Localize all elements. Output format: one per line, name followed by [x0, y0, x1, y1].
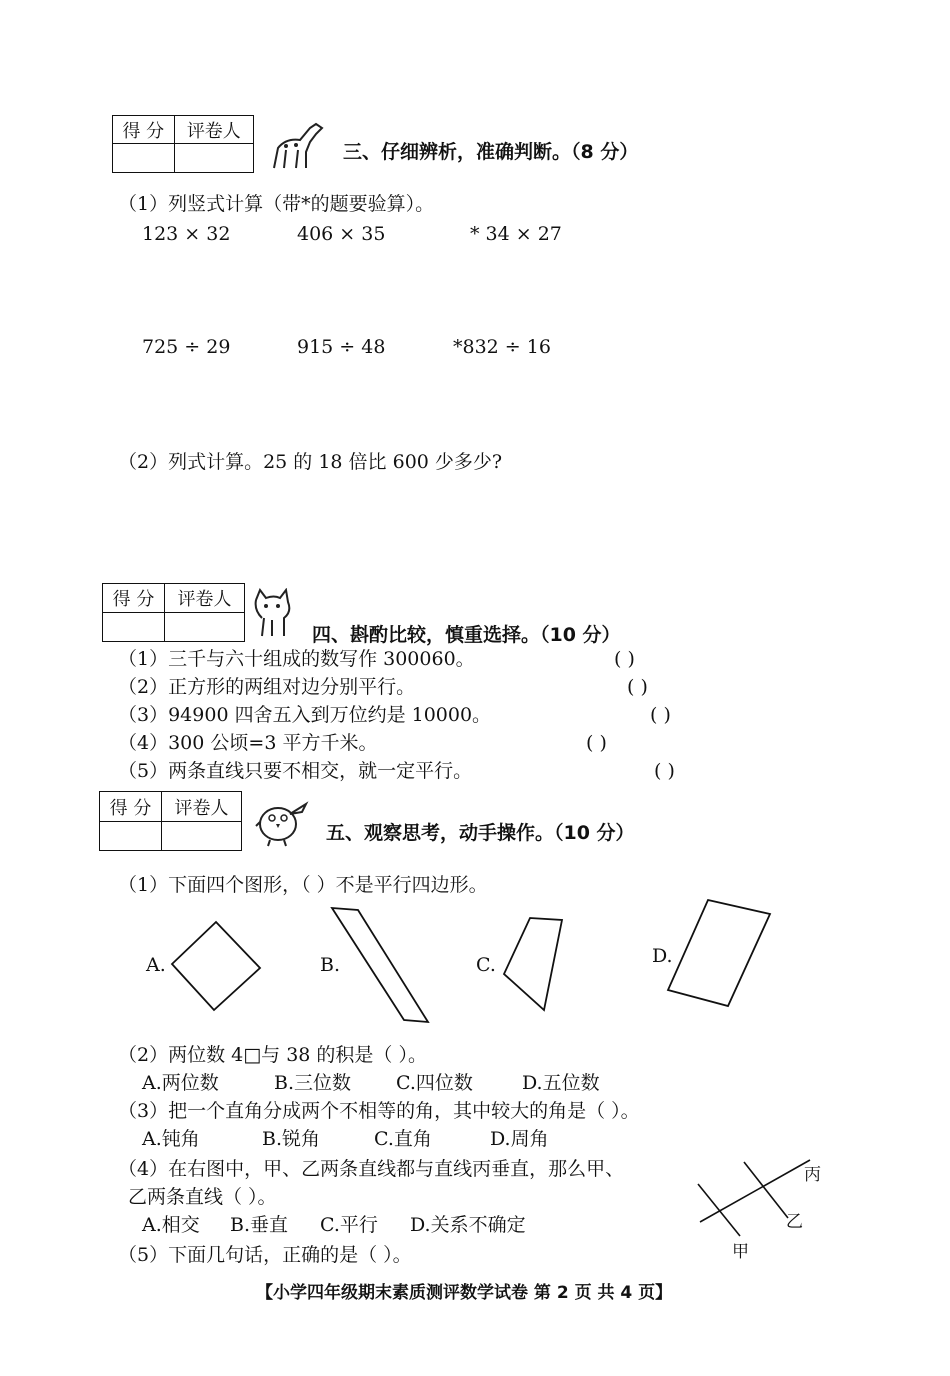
score-cell[interactable] [103, 613, 165, 642]
score-cell[interactable] [113, 144, 175, 173]
s4-bracket-5[interactable]: ( ) [654, 760, 675, 782]
shape-label-d: D. [652, 945, 673, 967]
shape-label-b: B. [320, 954, 341, 976]
s4-item-4: （4）300 公顷=3 平方千米。 [118, 732, 378, 754]
score-table-s5 [99, 791, 242, 851]
s4-item-5: （5）两条直线只要不相交，就一定平行。 [118, 760, 473, 782]
shape-label-c: C. [476, 954, 496, 976]
calc-4: 725 ÷ 29 [142, 336, 231, 358]
s4-item-2: （2）正方形的两组对边分别平行。 [118, 676, 416, 698]
calc-3: * 34 × 27 [470, 223, 562, 245]
q2-option-b[interactable]: B.三位数 [274, 1072, 352, 1094]
s5-q4-line1: （4）在右图中，甲、乙两条直线都与直线丙垂直，那么甲、 [118, 1158, 625, 1180]
section4-title: 四、斟酌比较，慎重选择。（10 分） [312, 624, 621, 646]
s5-q2: （2）两位数 4□与 38 的积是（ ）。 [118, 1044, 427, 1066]
calc-1: 123 × 32 [142, 223, 231, 245]
score-header-grader: 评卷人 [174, 116, 253, 144]
q3-option-d[interactable]: D.周角 [490, 1128, 549, 1150]
q2-option-a[interactable]: A.两位数 [142, 1072, 219, 1094]
diagram-label-jia: 甲 [732, 1242, 749, 1262]
diagram-label-yi: 乙 [786, 1212, 803, 1232]
grader-cell[interactable] [174, 144, 253, 173]
s4-bracket-4[interactable]: ( ) [586, 732, 607, 754]
calc-5: 915 ÷ 48 [297, 336, 386, 358]
score-header-score: 得 分 [100, 792, 162, 822]
s4-item-1: （1）三千与六十组成的数写作 300060。 [118, 648, 475, 670]
q3-option-a[interactable]: A.钝角 [142, 1128, 200, 1150]
bird-icon [250, 796, 310, 848]
s5-q4-line2: 乙两条直线（ ）。 [128, 1186, 277, 1208]
giraffe-icon [266, 118, 326, 172]
section3-title: 三、仔细辨析，准确判断。（8 分） [343, 141, 639, 163]
score-header-grader: 评卷人 [162, 792, 242, 822]
score-cell[interactable] [100, 822, 162, 851]
q3-option-c[interactable]: C.直角 [374, 1128, 432, 1150]
score-header-score: 得 分 [103, 584, 165, 613]
section5-title: 五、观察思考，动手操作。（10 分） [326, 822, 635, 844]
shape-d-parallelogram[interactable] [664, 896, 774, 1010]
score-header-grader: 评卷人 [165, 584, 245, 613]
score-table-s4 [102, 583, 245, 642]
s5-q5: （5）下面几句话，正确的是（ ）。 [118, 1244, 412, 1266]
grader-cell[interactable] [162, 822, 242, 851]
shape-c-trapezoid[interactable] [500, 914, 566, 1014]
calc-6: *832 ÷ 16 [453, 336, 551, 358]
page-footer: 【小学四年级期末素质测评数学试卷 第 2 页 共 4 页】 [256, 1283, 673, 1303]
shape-a-square[interactable] [168, 918, 264, 1014]
q4-option-d[interactable]: D.关系不确定 [410, 1214, 526, 1236]
q4-option-a[interactable]: A.相交 [142, 1214, 200, 1236]
shape-b-parallelogram[interactable] [328, 904, 432, 1026]
q2-option-d[interactable]: D.五位数 [522, 1072, 600, 1094]
cat-icon [248, 588, 298, 640]
q3-option-b[interactable]: B.锐角 [262, 1128, 321, 1150]
diagram-label-bing: 丙 [804, 1165, 821, 1185]
s4-bracket-3[interactable]: ( ) [650, 704, 671, 726]
shape-label-a: A. [146, 954, 166, 976]
s3-q2: （2）列式计算。25 的 18 倍比 600 少多少? [118, 451, 503, 473]
s3-q1: （1）列竖式计算（带*的题要验算）。 [118, 193, 435, 215]
q4-option-b[interactable]: B.垂直 [230, 1214, 289, 1236]
score-header-score: 得 分 [113, 116, 175, 144]
s4-bracket-2[interactable]: ( ) [627, 676, 648, 698]
q4-option-c[interactable]: C.平行 [320, 1214, 378, 1236]
s4-bracket-1[interactable]: ( ) [614, 648, 635, 670]
grader-cell[interactable] [165, 613, 245, 642]
q2-option-c[interactable]: C.四位数 [396, 1072, 473, 1094]
s5-q3: （3）把一个直角分成两个不相等的角，其中较大的角是（ ）。 [118, 1100, 640, 1122]
s5-q1: （1）下面四个图形，（ ）不是平行四边形。 [118, 874, 488, 896]
score-table-s3 [112, 115, 254, 173]
s4-item-3: （3）94900 四舍五入到万位约是 10000。 [118, 704, 492, 726]
calc-2: 406 × 35 [297, 223, 386, 245]
